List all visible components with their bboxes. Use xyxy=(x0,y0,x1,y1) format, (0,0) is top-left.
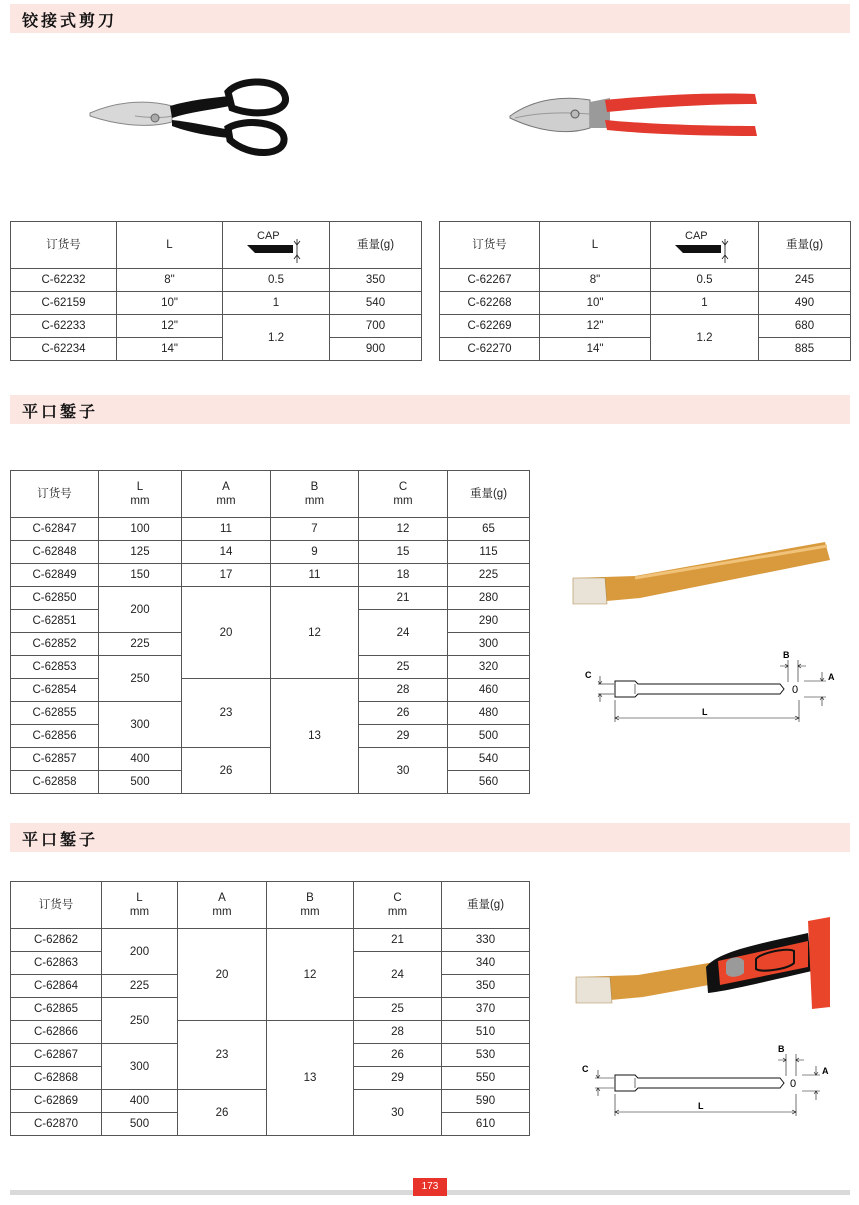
page-number: 173 xyxy=(413,1178,447,1196)
col-header-length: L xyxy=(540,222,651,269)
cell-b: 13 xyxy=(271,679,359,794)
cell-code: C-62853 xyxy=(11,656,99,679)
cell-a: 14 xyxy=(182,541,271,564)
cell-c: 24 xyxy=(354,952,442,998)
chisel-table-1 xyxy=(10,470,530,794)
cell-weight: 510 xyxy=(442,1021,530,1044)
cell-weight: 560 xyxy=(448,771,530,794)
cell-length: 100 xyxy=(99,518,182,541)
cell-weight: 245 xyxy=(759,269,851,292)
cell-weight: 290 xyxy=(448,610,530,633)
cell-code: C-62269 xyxy=(440,315,540,338)
col-header-c: C mm xyxy=(354,882,442,929)
shears-table-right xyxy=(439,221,851,361)
cell-c: 30 xyxy=(359,748,448,794)
cell-length: 400 xyxy=(102,1090,178,1113)
cell-c: 15 xyxy=(359,541,448,564)
cell-weight: 280 xyxy=(448,587,530,610)
cell-code: C-62869 xyxy=(11,1090,102,1113)
col-header-weight: 重量(g) xyxy=(759,222,851,269)
chisel-dimension-diagram xyxy=(580,1040,840,1118)
cell-weight: 460 xyxy=(448,679,530,702)
a-label: A xyxy=(828,672,835,682)
cell-weight: 700 xyxy=(330,315,422,338)
cell-length: 12" xyxy=(540,315,651,338)
cell-length: 200 xyxy=(102,929,178,975)
cell-code: C-62854 xyxy=(11,679,99,702)
cell-weight: 370 xyxy=(442,998,530,1021)
col-header-code: 订货号 xyxy=(11,222,117,269)
cell-code: C-62857 xyxy=(11,748,99,771)
cell-c: 29 xyxy=(354,1067,442,1090)
cell-c: 21 xyxy=(359,587,448,610)
cell-length: 10" xyxy=(117,292,223,315)
cell-a: 26 xyxy=(182,748,271,794)
section-header-flat-chisel-guard xyxy=(10,823,850,852)
cell-length: 150 xyxy=(99,564,182,587)
cell-weight: 610 xyxy=(442,1113,530,1136)
zero-label: 0 xyxy=(790,1078,797,1090)
col-header-cap xyxy=(223,222,330,269)
cell-length: 14" xyxy=(117,338,223,361)
cell-code: C-62270 xyxy=(440,338,540,361)
cell-length: 250 xyxy=(99,656,182,702)
cell-length: 225 xyxy=(102,975,178,998)
cell-length: 8" xyxy=(117,269,223,292)
shears-table-left xyxy=(10,221,422,361)
cell-weight: 530 xyxy=(442,1044,530,1067)
section-header-hinged-shears xyxy=(10,4,850,33)
cell-code: C-62855 xyxy=(11,702,99,725)
cap-label: CAP xyxy=(685,230,708,242)
cell-a: 20 xyxy=(178,929,267,1021)
b-label: B xyxy=(778,1044,785,1054)
cell-c: 26 xyxy=(359,702,448,725)
cell-length: 500 xyxy=(102,1113,178,1136)
col-header-weight: 重量(g) xyxy=(448,471,530,518)
cell-code: C-62866 xyxy=(11,1021,102,1044)
cell-code: C-62851 xyxy=(11,610,99,633)
cell-weight: 900 xyxy=(330,338,422,361)
l-label: L xyxy=(702,707,708,717)
cell-weight: 680 xyxy=(759,315,851,338)
cell-weight: 500 xyxy=(448,725,530,748)
cell-weight: 115 xyxy=(448,541,530,564)
cell-length: 10" xyxy=(540,292,651,315)
cell-code: C-62267 xyxy=(440,269,540,292)
col-header-a: A mm xyxy=(178,882,267,929)
cell-c: 28 xyxy=(354,1021,442,1044)
cell-a: 23 xyxy=(182,679,271,748)
cell-code: C-62850 xyxy=(11,587,99,610)
cell-b: 7 xyxy=(271,518,359,541)
cell-length: 300 xyxy=(102,1044,178,1090)
cell-c: 21 xyxy=(354,929,442,952)
cell-length: 12" xyxy=(117,315,223,338)
cell-code: C-62159 xyxy=(11,292,117,315)
cell-length: 14" xyxy=(540,338,651,361)
cell-b: 13 xyxy=(267,1021,354,1136)
section-title: 平口錾子 xyxy=(22,830,99,849)
cell-c: 28 xyxy=(359,679,448,702)
cell-code: C-62867 xyxy=(11,1044,102,1067)
cell-code: C-62870 xyxy=(11,1113,102,1136)
zero-label: 0 xyxy=(792,684,799,696)
section-header-flat-chisel xyxy=(10,395,850,424)
cell-code: C-62856 xyxy=(11,725,99,748)
cell-cap: 1.2 xyxy=(223,315,330,361)
cell-c: 25 xyxy=(354,998,442,1021)
col-header-length: L xyxy=(117,222,223,269)
cell-a: 26 xyxy=(178,1090,267,1136)
col-header-a: A mm xyxy=(182,471,271,518)
cell-b: 12 xyxy=(271,587,359,679)
red-handle-shears-image xyxy=(505,88,765,146)
section-title: 铰接式剪刀 xyxy=(22,11,118,30)
cell-length: 225 xyxy=(99,633,182,656)
cell-code: C-62848 xyxy=(11,541,99,564)
cell-weight: 330 xyxy=(442,929,530,952)
col-header-cap xyxy=(651,222,759,269)
cap-diagram-icon xyxy=(673,237,733,265)
cell-weight: 490 xyxy=(759,292,851,315)
cell-weight: 885 xyxy=(759,338,851,361)
cell-code: C-62862 xyxy=(11,929,102,952)
section-title: 平口錾子 xyxy=(22,402,99,421)
flat-chisel-image xyxy=(565,538,830,608)
cell-a: 11 xyxy=(182,518,271,541)
cell-length: 8" xyxy=(540,269,651,292)
col-header-b: B mm xyxy=(267,882,354,929)
cell-code: C-62868 xyxy=(11,1067,102,1090)
cell-cap: 1 xyxy=(651,292,759,315)
cap-diagram-icon xyxy=(245,237,305,265)
c-label: C xyxy=(582,1064,589,1074)
cell-weight: 480 xyxy=(448,702,530,725)
cell-code: C-62858 xyxy=(11,771,99,794)
col-header-code: 订货号 xyxy=(440,222,540,269)
cell-code: C-62865 xyxy=(11,998,102,1021)
cell-c: 26 xyxy=(354,1044,442,1067)
cell-cap: 1 xyxy=(223,292,330,315)
cell-weight: 320 xyxy=(448,656,530,679)
col-header-length: L mm xyxy=(102,882,178,929)
cell-length: 500 xyxy=(99,771,182,794)
cell-code: C-62852 xyxy=(11,633,99,656)
cell-a: 20 xyxy=(182,587,271,679)
cell-weight: 225 xyxy=(448,564,530,587)
cell-c: 29 xyxy=(359,725,448,748)
cell-length: 300 xyxy=(99,702,182,748)
a-label: A xyxy=(822,1066,829,1076)
cell-weight: 300 xyxy=(448,633,530,656)
cell-cap: 0.5 xyxy=(223,269,330,292)
cell-weight: 350 xyxy=(442,975,530,998)
cell-weight: 65 xyxy=(448,518,530,541)
b-label: B xyxy=(783,650,790,660)
cell-length: 250 xyxy=(102,998,178,1044)
cell-c: 18 xyxy=(359,564,448,587)
col-header-length: L mm xyxy=(99,471,182,518)
cell-b: 9 xyxy=(271,541,359,564)
cell-c: 25 xyxy=(359,656,448,679)
cell-weight: 540 xyxy=(448,748,530,771)
cell-code: C-62863 xyxy=(11,952,102,975)
cell-code: C-62234 xyxy=(11,338,117,361)
cell-cap: 0.5 xyxy=(651,269,759,292)
cell-cap: 1.2 xyxy=(651,315,759,361)
chisel-dimension-diagram xyxy=(580,648,840,726)
cell-length: 125 xyxy=(99,541,182,564)
cell-c: 30 xyxy=(354,1090,442,1136)
cell-code: C-62232 xyxy=(11,269,117,292)
cell-b: 11 xyxy=(271,564,359,587)
cell-weight: 540 xyxy=(330,292,422,315)
flat-chisel-with-hand-guard-image xyxy=(568,915,836,1013)
col-header-b: B mm xyxy=(271,471,359,518)
cap-label: CAP xyxy=(257,230,280,242)
cell-length: 200 xyxy=(99,587,182,633)
col-header-code: 订货号 xyxy=(11,882,102,929)
cell-code: C-62268 xyxy=(440,292,540,315)
cell-weight: 350 xyxy=(330,269,422,292)
cell-code: C-62864 xyxy=(11,975,102,998)
chisel-table-2 xyxy=(10,881,530,1136)
c-label: C xyxy=(585,670,592,680)
col-header-weight: 重量(g) xyxy=(442,882,530,929)
cell-c: 24 xyxy=(359,610,448,656)
col-header-code: 订货号 xyxy=(11,471,99,518)
cell-weight: 340 xyxy=(442,952,530,975)
cell-code: C-62233 xyxy=(11,315,117,338)
cell-a: 23 xyxy=(178,1021,267,1090)
col-header-weight: 重量(g) xyxy=(330,222,422,269)
cell-length: 400 xyxy=(99,748,182,771)
cell-b: 12 xyxy=(267,929,354,1021)
cell-a: 17 xyxy=(182,564,271,587)
col-header-c: C mm xyxy=(359,471,448,518)
black-handle-shears-image xyxy=(80,78,295,160)
cell-weight: 590 xyxy=(442,1090,530,1113)
cell-code: C-62849 xyxy=(11,564,99,587)
cell-code: C-62847 xyxy=(11,518,99,541)
cell-weight: 550 xyxy=(442,1067,530,1090)
cell-c: 12 xyxy=(359,518,448,541)
l-label: L xyxy=(698,1101,704,1111)
